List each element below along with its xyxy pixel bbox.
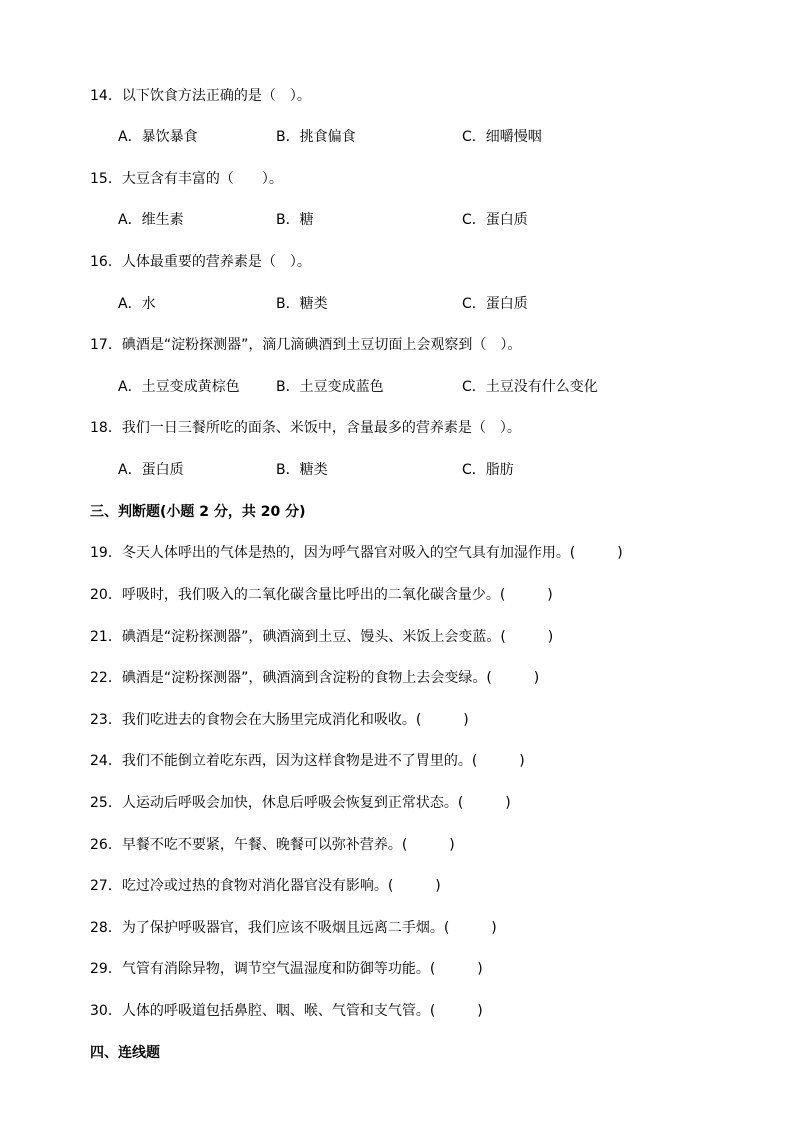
option-16-b: B．糖类: [276, 296, 328, 312]
question-18: 18．我们一日三餐所吃的面条、米饭中，含量最多的营养素是（ ）。: [90, 420, 521, 436]
option-14-c: C．细嚼慢咽: [462, 129, 542, 145]
option-18-a: A．蛋白质: [118, 462, 184, 478]
option-15-c: C．蛋白质: [462, 212, 528, 228]
question-28: 28．为了保护呼吸器官，我们应该不吸烟且远离二手烟。( ): [90, 920, 497, 936]
question-22: 22．碘酒是“淀粉探测器”，碘酒滴到含淀粉的食物上去会变绿。( ): [90, 670, 540, 686]
question-27: 27．吃过冷或过热的食物对消化器官没有影响。( ): [90, 878, 441, 894]
option-17-b: B．土豆变成蓝色: [276, 379, 384, 395]
option-18-c: C．脂肪: [462, 462, 514, 478]
option-17-a: A．土豆变成黄棕色: [118, 379, 240, 395]
question-21: 21．碘酒是“淀粉探测器”，碘酒滴到土豆、馒头、米饭上会变蓝。( ): [90, 629, 554, 645]
question-20: 20．呼吸时，我们吸入的二氧化碳含量比呼出的二氧化碳含量少。( ): [90, 587, 553, 603]
question-25: 25．人运动后呼吸会加快，休息后呼吸会恢复到正常状态。( ): [90, 795, 511, 811]
section-3-heading: 三、判断题(小题 2 分，共 20 分): [90, 504, 306, 520]
question-29: 29．气管有消除异物，调节空气温湿度和防御等功能。( ): [90, 961, 483, 977]
option-17-c: C．土豆没有什么变化: [462, 379, 598, 395]
question-17: 17．碘酒是“淀粉探测器”，滴几滴碘酒到土豆切面上会观察到（ ）。: [90, 337, 522, 353]
question-26: 26．早餐不吃不要紧，午餐、晚餐可以弥补营养。( ): [90, 837, 455, 853]
option-15-b: B．糖: [276, 212, 314, 228]
question-16: 16．人体最重要的营养素是（ ）。: [90, 254, 311, 270]
question-19: 19．冬天人体呼出的气体是热的，因为呼气器官对吸入的空气具有加湿作用。( ): [90, 545, 623, 561]
option-16-a: A．水: [118, 296, 156, 312]
option-14-a: A．暴饮暴食: [118, 129, 198, 145]
question-14: 14．以下饮食方法正确的是（ ）。: [90, 88, 311, 104]
question-23: 23．我们吃进去的食物会在大肠里完成消化和吸收。( ): [90, 712, 469, 728]
question-30: 30．人体的呼吸道包括鼻腔、咽、喉、气管和支气管。( ): [90, 1003, 483, 1019]
option-16-c: C．蛋白质: [462, 296, 528, 312]
section-4-heading: 四、连线题: [90, 1045, 160, 1061]
question-24: 24．我们不能倒立着吃东西，因为这样食物是进不了胃里的。( ): [90, 753, 525, 769]
option-18-b: B．糖类: [276, 462, 328, 478]
option-15-a: A．维生素: [118, 212, 184, 228]
option-14-b: B．挑食偏食: [276, 129, 356, 145]
question-15: 15．大豆含有丰富的（ ）。: [90, 171, 283, 187]
